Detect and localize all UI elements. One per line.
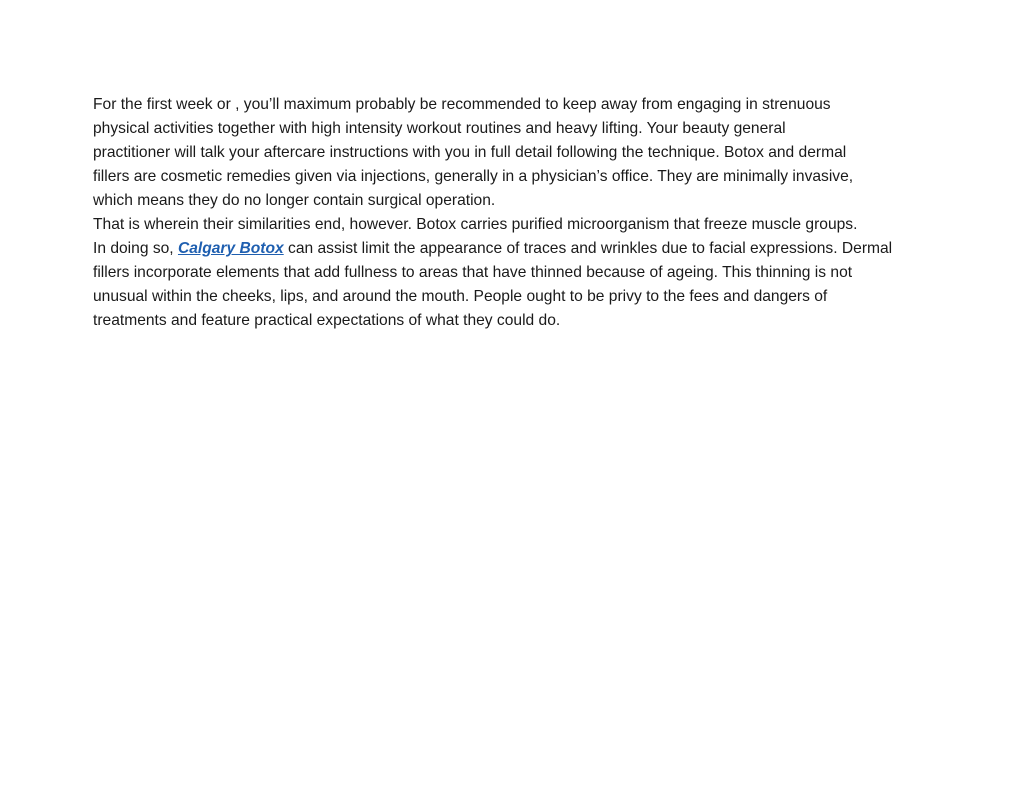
text-line: unusual within the cheeks, lips, and around the mouth. People ought to be privy to the fees and dangers of <box>93 288 828 305</box>
text-line: physical activities together with high intensity workout routines and heavy lifting. Your beauty general <box>93 120 786 137</box>
text-segment: can assist limit the appearance of traces and wrinkles due to facial expressions. Dermal <box>283 240 893 257</box>
document-body <box>93 93 943 333</box>
text-line-with-link <box>93 237 943 261</box>
text-line: fillers incorporate elements that add fullness to areas that have thinned because of ageing. This thinning is not <box>93 264 853 281</box>
calgary-botox-link[interactable]: Calgary Botox <box>177 240 284 257</box>
text-line: treatments and feature practical expectations of what they could do. <box>93 312 561 329</box>
text-segment: In doing so, <box>93 240 178 257</box>
text-line: practitioner will talk your aftercare instructions with you in full detail following the technique. Botox and dermal <box>93 144 847 161</box>
text-line: For the first week or , you’ll maximum probably be recommended to keep away from engaging in strenuous <box>93 96 831 113</box>
paragraph-2 <box>93 213 943 333</box>
paragraph-1 <box>93 93 943 213</box>
text-line: fillers are cosmetic remedies given via injections, generally in a physician’s office. They are minimally invasive, <box>93 168 854 185</box>
text-line: which means they do no longer contain surgical operation. <box>93 192 496 209</box>
text-line: That is wherein their similarities end, however. Botox carries purified microorganism that freeze muscle groups. <box>93 216 858 233</box>
